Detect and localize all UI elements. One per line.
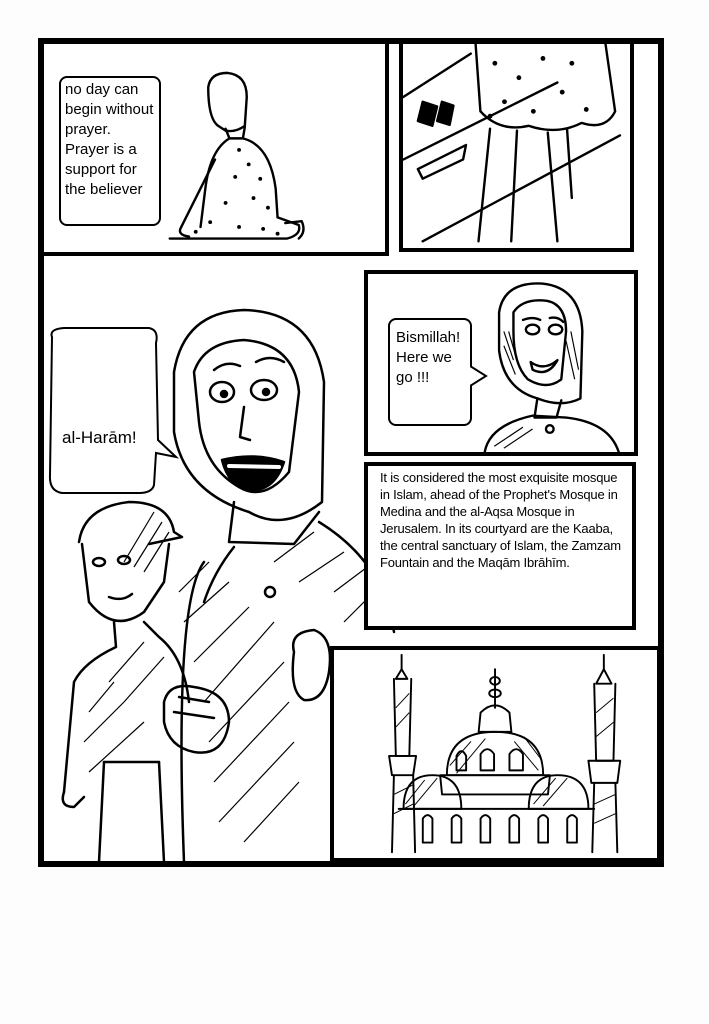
panel-walking [399,40,634,252]
panel-mosque [330,646,661,862]
mosque-info-caption [364,462,636,630]
mosque-info-text: It is considered the most exquisite mosque in Islam, ahead of the Prophet's Mosque in Medina and the al-Aqsa Mosque in Jerusalem. In its courtyard are the Kaaba, the central sanctuary of Islam, the Zamzam Fountain and the Maqām Ibrāhīm. [380,470,621,570]
arrival-caption-text: al-Harām! [62,428,137,447]
greeting-caption-text: Bismillah! Here we go !!! [396,329,461,386]
arrival-caption [62,428,137,448]
walking-legs-drawing [403,44,630,248]
prayer-caption-text: no day can begin without prayer. Prayer is a support for the believer [65,81,154,198]
panel-prayer [40,40,389,256]
arrival-speech-bubble [44,325,184,497]
prayer-caption [59,76,161,226]
mosque-drawing [334,650,657,858]
